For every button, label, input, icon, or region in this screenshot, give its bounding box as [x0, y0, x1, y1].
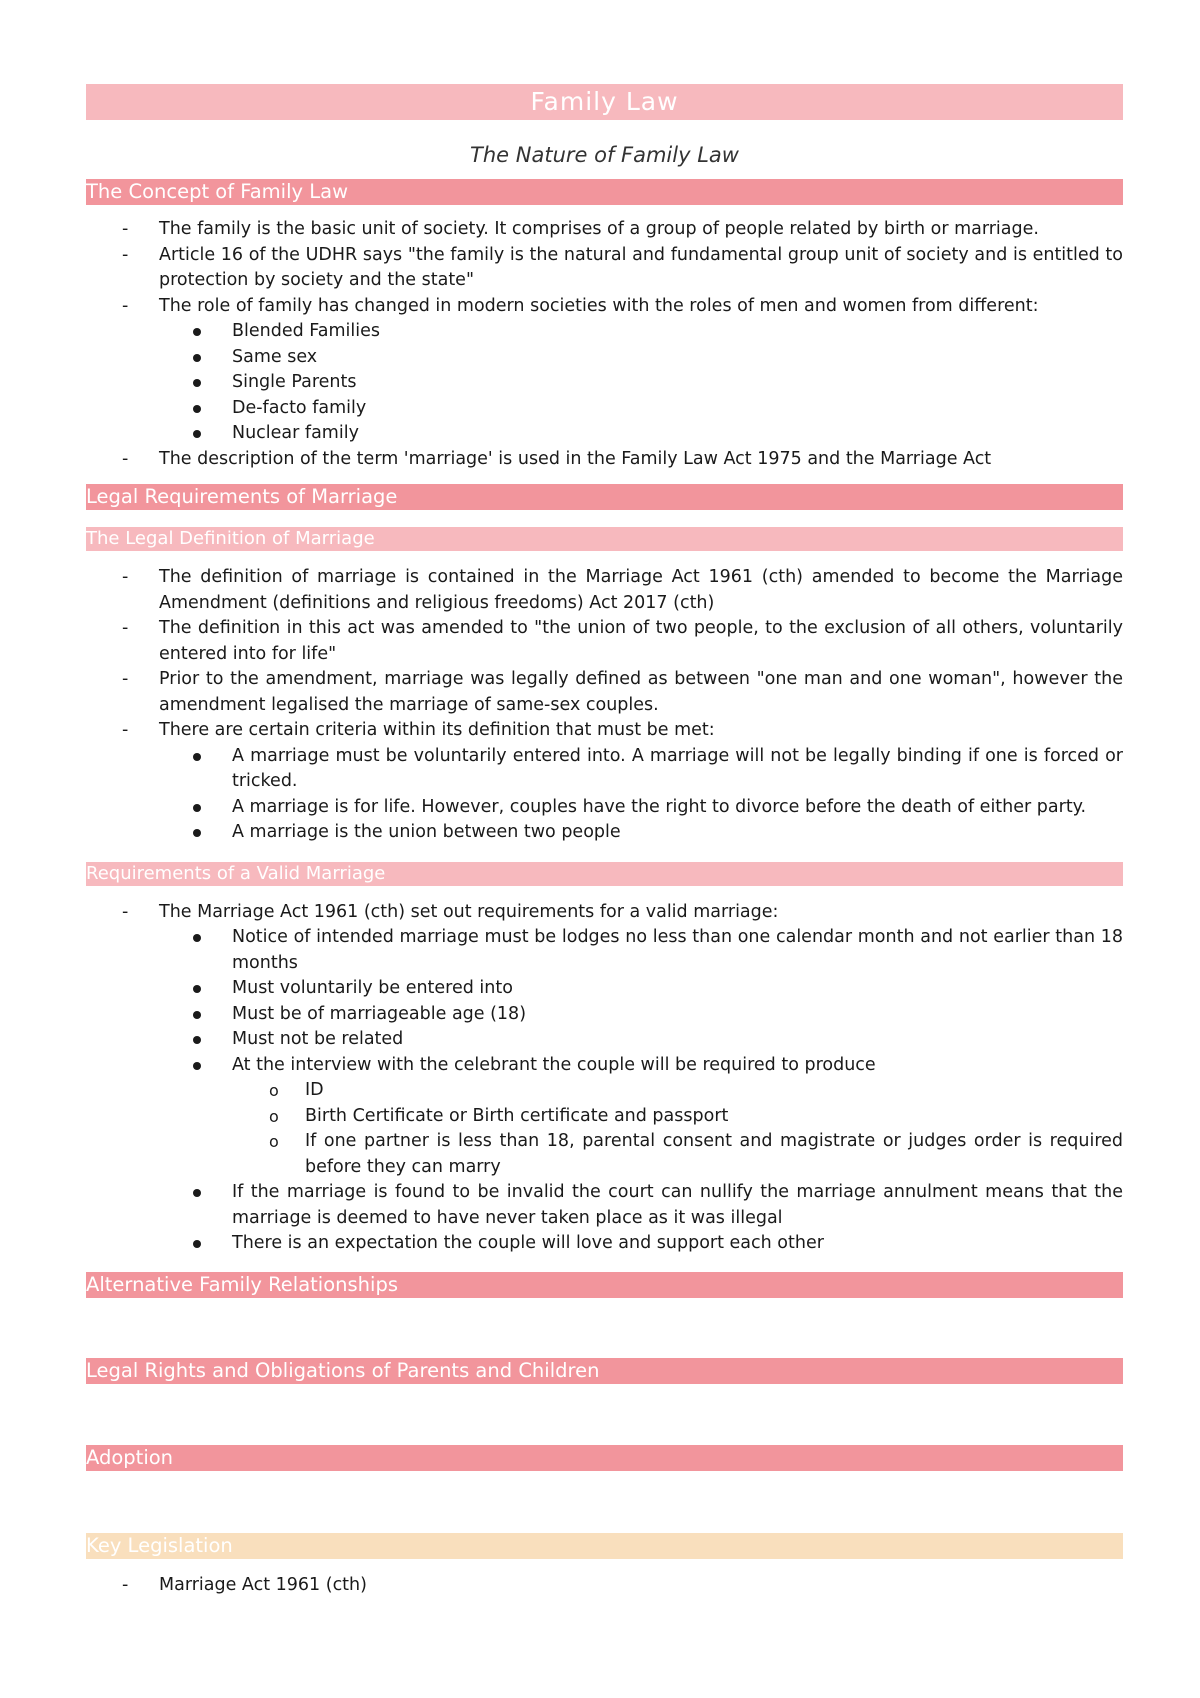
- bullet-icon: [193, 345, 201, 372]
- valid-list: [86, 900, 1123, 1257]
- list-item: - Prior to the amendment, marriage was legally defined as between "one man and one woman", however the amendment legalised the marriage of same-sex couples.: [122, 669, 1123, 715]
- heading-concept: The Concept of Family Law: [86, 179, 1123, 205]
- bullet-icon: [193, 370, 201, 397]
- list-item: o ID: [86, 1078, 1123, 1104]
- document-content: [86, 84, 1123, 1598]
- dash-marker: -: [122, 618, 129, 638]
- dash-marker: -: [122, 720, 129, 740]
- list-item: - Marriage Act 1961 (cth): [86, 1573, 1123, 1599]
- heading-legal-requirements: Legal Requirements of Marriage: [86, 484, 1123, 510]
- list-item: - The role of family has changed in modern societies with the roles of men and women from different:: [86, 294, 1123, 320]
- heading-key-legislation: Key Legislation: [86, 1533, 1123, 1559]
- list-item: At the interview with the celebrant the couple will be required to produce: [86, 1053, 1123, 1079]
- bullet-icon: [193, 396, 201, 423]
- heading-alternative-relationships: Alternative Family Relationships: [86, 1272, 1123, 1298]
- list-item: Same sex: [86, 345, 1123, 371]
- heading-valid-marriage: Requirements of a Valid Marriage: [86, 862, 1123, 886]
- list-item: - The definition of marriage is contained in the Marriage Act 1961 (cth) amended to become the Marriage Amendment (definitions and religious freedoms) Act 2017 (cth): [122, 567, 1123, 613]
- list-item: - There are certain criteria within its definition that must be met:: [86, 718, 1123, 744]
- list-item: o Birth Certificate or Birth certificate and passport: [86, 1104, 1123, 1130]
- dash-marker: -: [122, 219, 129, 239]
- list-item: Notice of intended marriage must be lodges no less than one calendar month and not earlier than 18 months: [86, 925, 1123, 976]
- legislation-list: [86, 1573, 1123, 1599]
- document-subtitle: The Nature of Family Law: [470, 143, 739, 167]
- list-item: A marriage is for life. However, couples have the right to divorce before the death of either party.: [86, 795, 1123, 821]
- list-item: De-facto family: [86, 396, 1123, 422]
- list-item: If the marriage is found to be invalid the court can nullify the marriage annulment means that the marriage is deemed to have never taken place as it was illegal: [86, 1180, 1123, 1231]
- heading-rights-obligations: Legal Rights and Obligations of Parents and Children: [86, 1358, 1123, 1384]
- concept-list: [86, 217, 1123, 472]
- list-item: A marriage must be voluntarily entered into. A marriage will not be legally binding if one is forced or tricked.: [86, 744, 1123, 795]
- list-item: o If one partner is less than 18, parental consent and magistrate or judges order is required before they can marry: [269, 1131, 1123, 1177]
- list-item: - The definition in this act was amended to "the union of two people, to the exclusion of all others, voluntarily entered into for life": [122, 618, 1123, 664]
- bullet-icon: [193, 1027, 201, 1054]
- bullet-icon: [193, 1231, 201, 1258]
- dash-marker: -: [122, 1574, 129, 1595]
- list-item: - The Marriage Act 1961 (cth) set out requirements for a valid marriage:: [86, 900, 1123, 926]
- dash-marker: -: [122, 295, 129, 316]
- list-item: - The description of the term 'marriage' is used in the Family Law Act 1975 and the Marriage Act: [86, 447, 1123, 473]
- list-item: - The family is the basic unit of society. It comprises of a group of people related by birth or marriage.: [86, 217, 1123, 243]
- list-item: There is an expectation the couple will love and support each other: [86, 1231, 1123, 1257]
- list-item: Nuclear family: [86, 421, 1123, 447]
- bullet-icon: [193, 976, 201, 1003]
- list-item: Must not be related: [86, 1027, 1123, 1053]
- bullet-icon: [193, 925, 201, 952]
- definition-list: [86, 565, 1123, 846]
- dash-marker: -: [122, 448, 129, 469]
- list-item: Single Parents: [86, 370, 1123, 396]
- bullet-icon: [193, 1180, 201, 1207]
- bullet-icon: [193, 744, 201, 771]
- bullet-icon: [193, 1002, 201, 1029]
- circle-marker: o: [269, 1081, 279, 1100]
- heading-legal-definition: The Legal Definition of Marriage: [86, 527, 1123, 551]
- list-item: A marriage is the union between two people: [86, 820, 1123, 846]
- circle-marker: o: [269, 1106, 279, 1126]
- list-item: - Article 16 of the UDHR says "the family is the natural and fundamental group unit of society and is entitled to protection by society and the state": [122, 244, 1123, 290]
- bullet-icon: [193, 795, 201, 822]
- list-item: Must voluntarily be entered into: [86, 976, 1123, 1002]
- bullet-icon: [193, 820, 201, 847]
- list-item: Must be of marriageable age (18): [86, 1002, 1123, 1028]
- heading-adoption: Adoption: [86, 1445, 1123, 1471]
- dash-marker: -: [122, 567, 129, 587]
- bullet-icon: [193, 421, 201, 448]
- list-item: Blended Families: [86, 319, 1123, 345]
- dash-marker: -: [122, 901, 129, 922]
- dash-marker: -: [122, 244, 129, 265]
- dash-marker: -: [122, 669, 129, 689]
- circle-marker: o: [269, 1132, 279, 1151]
- bullet-icon: [193, 1053, 201, 1080]
- bullet-icon: [193, 319, 201, 346]
- document-title: Family Law: [86, 84, 1123, 120]
